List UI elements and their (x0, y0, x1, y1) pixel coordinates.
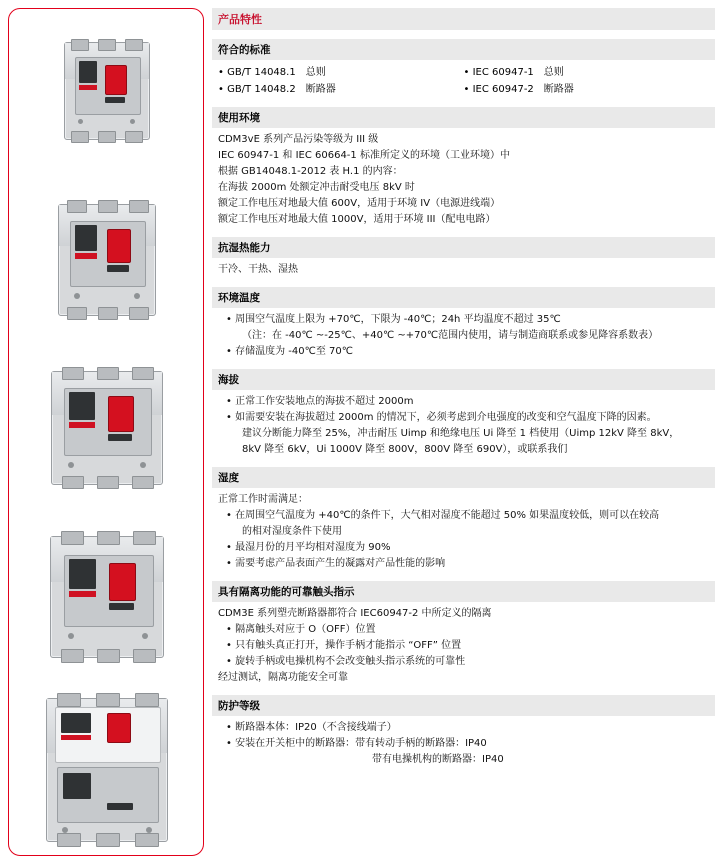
humidity-line: • 在周围空气温度为 +40℃的条件下，大气相对湿度不能超过 50% 如果温度较低，则可以在较高 (226, 510, 660, 521)
isolation-line: 经过测试，隔离功能安全可靠 (218, 672, 348, 683)
standard-item: • GB/T 14048.1 总则 (218, 67, 326, 78)
main-title: 产品特性 (212, 8, 715, 30)
damp-heat-line: 干冷、干热、湿热 (218, 264, 298, 275)
product-image-5 (31, 689, 181, 849)
specification-content (212, 8, 715, 862)
altitude-text (212, 394, 715, 458)
environment-line: IEC 60947-1 和 IEC 60664-1 标准所定义的环境（工业环境）中 (218, 150, 510, 161)
section-heading-humidity: 湿度 (212, 467, 715, 488)
product-image-4 (31, 521, 181, 671)
environment-line: 在海拔 2000m 处额定冲击耐受电压 8kV 时 (218, 182, 415, 193)
protection-rating-text (212, 720, 715, 768)
altitude-line: • 如需要安装在海拔超过 2000m 的情况下，必须考虑到介电强度的改变和空气温度下降的因素。 (226, 412, 657, 423)
environment-line: CDM3vE 系列产品污染等级为 III 级 (218, 134, 379, 145)
humidity-line: 的相对湿度条件下使用 (242, 526, 342, 537)
humidity-line: • 需要考虑产品表面产生的凝露对产品性能的影响 (226, 558, 446, 569)
product-image-panel (8, 8, 204, 856)
section-heading-ambient-temperature: 环境温度 (212, 287, 715, 308)
altitude-line: 建议分断能力降至 25%，冲击耐压 Uimp 和绝缘电压 Ui 降至 1 档使用（Uimp 12kV 降至 8kV， (242, 428, 680, 439)
protection-line: 带有电操机构的断路器：IP40 (242, 754, 504, 765)
section-heading-protection-rating: 防护等级 (212, 695, 715, 716)
ambient-temperature-note: （注：在 -40℃ ~-25℃、+40℃ ~+70℃范围内使用，请与制造商联系或参见降容系数表） (242, 330, 659, 341)
standard-item: • IEC 60947-1 总则 (463, 67, 564, 78)
isolation-text (212, 606, 715, 686)
humidity-line: 正常工作时需满足： (218, 494, 308, 505)
section-heading-environment: 使用环境 (212, 107, 715, 128)
isolation-line: • 只有触头真正打开，操作手柄才能指示 “OFF” 位置 (226, 640, 462, 651)
standard-item: • IEC 60947-2 断路器 (463, 84, 574, 95)
ambient-temperature-line: • 存储温度为 -40℃至 70℃ (226, 346, 353, 357)
product-image-3 (31, 352, 181, 502)
standards-right-column (464, 64, 710, 98)
product-image-2 (31, 184, 181, 334)
standards-columns (212, 64, 715, 98)
section-heading-isolation: 具有隔离功能的可靠触头指示 (212, 581, 715, 602)
protection-line: • 断路器本体：IP20（不含接线端子） (226, 722, 397, 733)
isolation-line: • 旋转手柄或电操机构不会改变触头指示系统的可靠性 (226, 656, 466, 667)
section-heading-standards: 符合的标准 (212, 39, 715, 60)
isolation-line: CDM3E 系列塑壳断路器都符合 IEC60947-2 中所定义的隔离 (218, 608, 492, 619)
ambient-temperature-line: • 周围空气温度上限为 +70℃，下限为 -40℃；24h 平均温度不超过 35℃ (226, 314, 561, 325)
standard-item: • GB/T 14048.2 断路器 (218, 84, 336, 95)
damp-heat-text (212, 262, 715, 278)
environment-line: 额定工作电压对地最大值 1000V，适用于环境 III（配电电路） (218, 214, 496, 225)
protection-line: • 安装在开关柜中的断路器：带有转动手柄的断路器：IP40 (226, 738, 487, 749)
product-image-1 (31, 15, 181, 165)
humidity-text (212, 492, 715, 572)
isolation-line: • 隔离触头对应于 O（OFF）位置 (226, 624, 376, 635)
altitude-line: • 正常工作安装地点的海拔不超过 2000m (226, 396, 414, 407)
environment-text (212, 132, 715, 228)
section-heading-damp-heat: 抗湿热能力 (212, 237, 715, 258)
environment-line: 额定工作电压对地最大值 600V，适用于环境 IV（电源进线端） (218, 198, 501, 209)
standards-left-column (218, 64, 464, 98)
humidity-line: • 最湿月份的月平均相对湿度为 90% (226, 542, 391, 553)
altitude-line: 8kV 降至 6kV，Ui 1000V 降至 800V，800V 降至 690V），或联系我们 (242, 444, 568, 455)
ambient-temperature-text (212, 312, 715, 360)
environment-line: 根据 GB14048.1-2012 表 H.1 的内容： (218, 166, 403, 177)
section-heading-altitude: 海拔 (212, 369, 715, 390)
